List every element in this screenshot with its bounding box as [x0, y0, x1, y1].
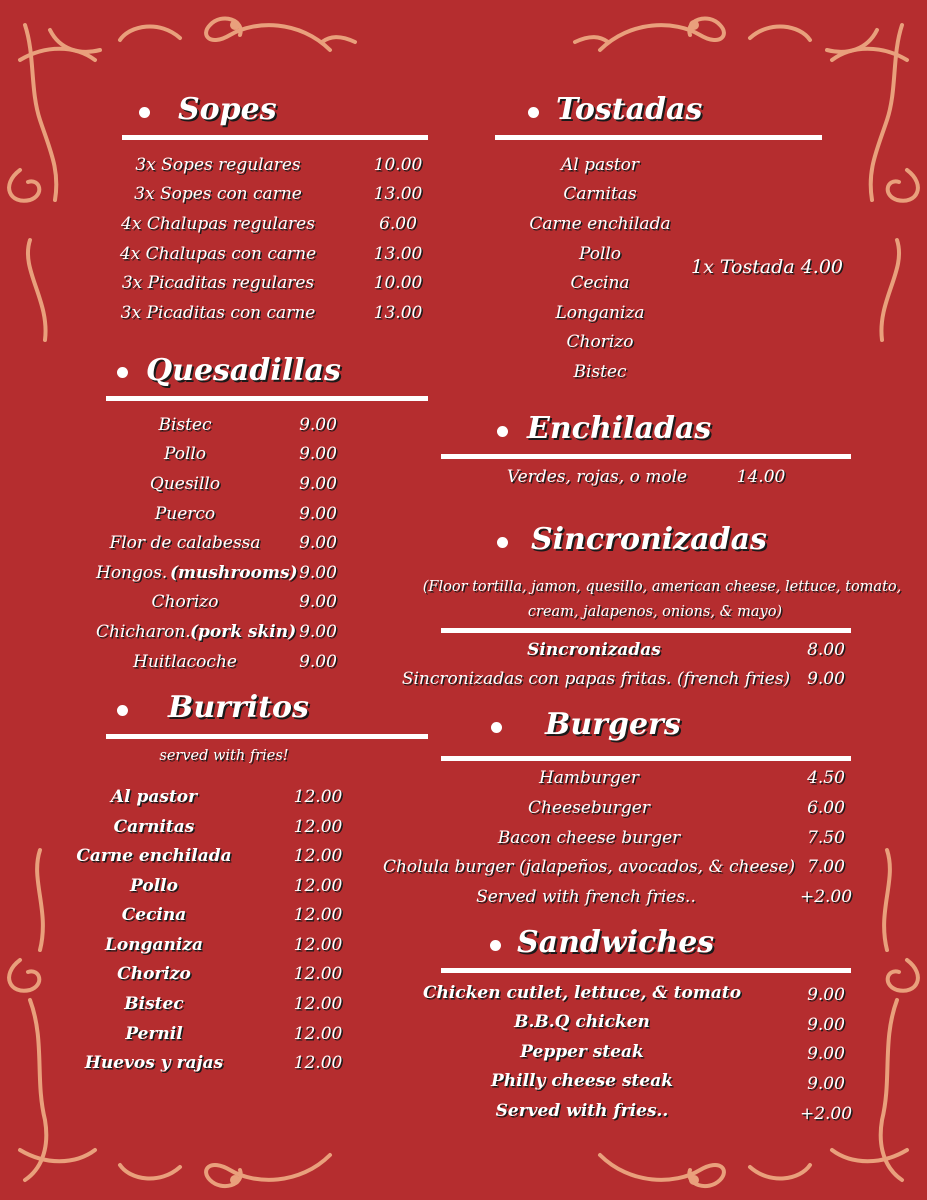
menu-item-price: 7.00	[807, 857, 845, 877]
burritos-heading: Burritos	[168, 690, 309, 725]
menu-item-price: 13.00	[373, 244, 423, 264]
menu-item-name: Served with french fries..	[476, 887, 696, 907]
sincronizadas-heading: Sincronizadas	[531, 522, 767, 557]
menu-item-name: Carnitas	[113, 817, 195, 837]
menu-item-name: Longaniza	[104, 935, 204, 955]
bullet-dot-icon	[117, 367, 128, 378]
menu-item-name: Carnitas	[563, 184, 637, 204]
menu-item-price: 13.00	[373, 303, 423, 323]
menu-item-price: 9.00	[299, 533, 337, 553]
menu-item-name: Chorizo	[151, 592, 219, 612]
quesadillas-divider	[106, 396, 428, 401]
menu-item-note: (pork skin)	[190, 622, 297, 642]
menu-item-name: Al pastor	[560, 155, 640, 175]
sincronizadas-divider	[441, 628, 851, 633]
menu-item-name: Cheeseburger	[528, 798, 650, 818]
burritos-divider	[106, 734, 428, 739]
menu-item-price: 12.00	[293, 905, 343, 925]
menu-item-name: Pepper steak	[520, 1042, 644, 1062]
menu-item-price: 12.00	[293, 817, 343, 837]
bullet-dot-icon	[117, 705, 128, 716]
bullet-dot-icon	[491, 722, 502, 733]
enchiladas-divider	[441, 454, 851, 459]
menu-item-price: 12.00	[293, 1053, 343, 1073]
menu-item-name: Verdes, rojas, o mole	[506, 467, 688, 487]
menu-item-price: 9.00	[299, 474, 337, 494]
menu-item-price: 9.00	[807, 1015, 845, 1035]
sincronizadas-description: (Floor tortilla, jamon, quesillo, american cheese, lettuce, tomato,	[422, 579, 902, 595]
sandwiches-heading: Sandwiches	[517, 925, 715, 960]
menu-item-name: 3x Picaditas regulares	[121, 273, 315, 293]
burgers-heading: Burgers	[545, 707, 681, 742]
menu-item-name: Cholula burger (jalapeños, avocados, & cheese)	[382, 857, 796, 877]
menu-item-price: 9.00	[807, 1074, 845, 1094]
menu-item-price: +2.00	[799, 1104, 853, 1124]
menu-item-price: 9.00	[299, 444, 337, 464]
menu-item-name: Cecina	[570, 273, 630, 293]
menu-item-name: Flor de calabessa	[109, 533, 261, 553]
menu-item-name: Huevos y rajas	[84, 1053, 224, 1073]
menu-item-price: 6.00	[807, 798, 845, 818]
menu-item-price: 9.00	[299, 592, 337, 612]
tostadas-divider	[495, 135, 822, 140]
menu-item-price: 9.00	[299, 652, 337, 672]
menu-item-name: Hamburger	[538, 768, 640, 788]
bullet-dot-icon	[139, 107, 150, 118]
menu-item-name: Served with fries..	[495, 1101, 669, 1121]
menu-item-price: 8.00	[807, 640, 845, 660]
bullet-dot-icon	[497, 426, 508, 437]
menu-item-name: Cecina	[121, 905, 187, 925]
menu-item-price: 6.00	[379, 214, 417, 234]
burritos-note: served with fries!	[159, 748, 289, 764]
menu-item-name: Longaniza	[555, 303, 645, 323]
menu-item-name: 4x Chalupas regulares	[121, 214, 315, 234]
tostadas-heading: Tostadas	[556, 92, 703, 127]
menu-item-name: Chicharon.	[96, 622, 191, 642]
tostada-price-note: 1x Tostada 4.00	[690, 256, 844, 278]
menu-item-name: Pernil	[125, 1024, 183, 1044]
menu-item-name: B.B.Q chicken	[514, 1012, 650, 1032]
menu-item-price: 12.00	[293, 994, 343, 1014]
menu-item-price: 12.00	[293, 964, 343, 984]
menu-item-price: 7.50	[807, 828, 845, 848]
menu-item-name: Sincronizadas	[527, 640, 661, 660]
menu-item-note: (mushrooms)	[170, 563, 298, 583]
bullet-dot-icon	[490, 940, 501, 951]
menu-item-name: Pollo	[130, 876, 178, 896]
menu-item-name: Chorizo	[117, 964, 191, 984]
menu-item-price: 9.00	[807, 1044, 845, 1064]
menu-item-price: 10.00	[373, 155, 423, 175]
menu-item-name: Chicken cutlet, lettuce, & tomato	[422, 983, 742, 1003]
bullet-dot-icon	[497, 537, 508, 548]
menu-item-price: 10.00	[373, 273, 423, 293]
menu-item-price: 12.00	[293, 846, 343, 866]
sandwiches-divider	[441, 968, 851, 973]
menu-item-price: 9.00	[299, 415, 337, 435]
menu-item-name: Bistec	[158, 415, 212, 435]
sopes-heading: Sopes	[178, 92, 277, 127]
menu-item-price: 9.00	[807, 985, 845, 1005]
menu-item-name: Pollo	[578, 244, 622, 264]
menu-item-name: Carne enchilada	[76, 846, 232, 866]
menu-item-price: 12.00	[293, 935, 343, 955]
menu-item-name: Huitlacoche	[133, 652, 237, 672]
menu-item-price: 9.00	[299, 563, 337, 583]
sopes-divider	[122, 135, 428, 140]
menu-item-name: Bistec	[124, 994, 184, 1014]
menu-item-name: 3x Picaditas con carne	[120, 303, 316, 323]
menu-item-name: Puerco	[154, 504, 216, 524]
menu-item-price: 13.00	[373, 184, 423, 204]
bullet-dot-icon	[528, 107, 539, 118]
menu-item-name: Pollo	[163, 444, 207, 464]
menu-item-name: Quesillo	[149, 474, 221, 494]
menu-item-name: 3x Sopes con carne	[134, 184, 302, 204]
menu-item-name: Hongos.	[96, 563, 168, 583]
menu-item-price: 12.00	[293, 876, 343, 896]
menu-item-name: Sincronizadas con papas fritas. (french fries)	[401, 669, 791, 689]
sincronizadas-description: cream, jalapenos, onions, & mayo)	[527, 604, 783, 620]
menu-item-name: Bistec	[573, 362, 627, 382]
menu-item-price: 12.00	[293, 787, 343, 807]
menu-item-name: Bacon cheese burger	[497, 828, 681, 848]
enchiladas-heading: Enchiladas	[527, 411, 712, 446]
menu-item-price: 12.00	[293, 1024, 343, 1044]
menu-item-price: 9.00	[299, 504, 337, 524]
menu-item-price: 9.00	[807, 669, 845, 689]
menu-item-price: +2.00	[799, 887, 853, 907]
menu-item-name: Chorizo	[566, 332, 634, 352]
menu-item-name: 3x Sopes regulares	[135, 155, 301, 175]
menu-item-name: Philly cheese steak	[491, 1071, 673, 1091]
menu-item-name: Carne enchilada	[529, 214, 671, 234]
burgers-divider	[441, 756, 851, 761]
menu-item-price: 4.50	[807, 768, 845, 788]
menu-item-price: 9.00	[299, 622, 337, 642]
menu-item-price: 14.00	[736, 467, 786, 487]
menu-item-name: 4x Chalupas con carne	[119, 244, 317, 264]
menu-item-name: Al pastor	[110, 787, 198, 807]
quesadillas-heading: Quesadillas	[146, 353, 341, 388]
